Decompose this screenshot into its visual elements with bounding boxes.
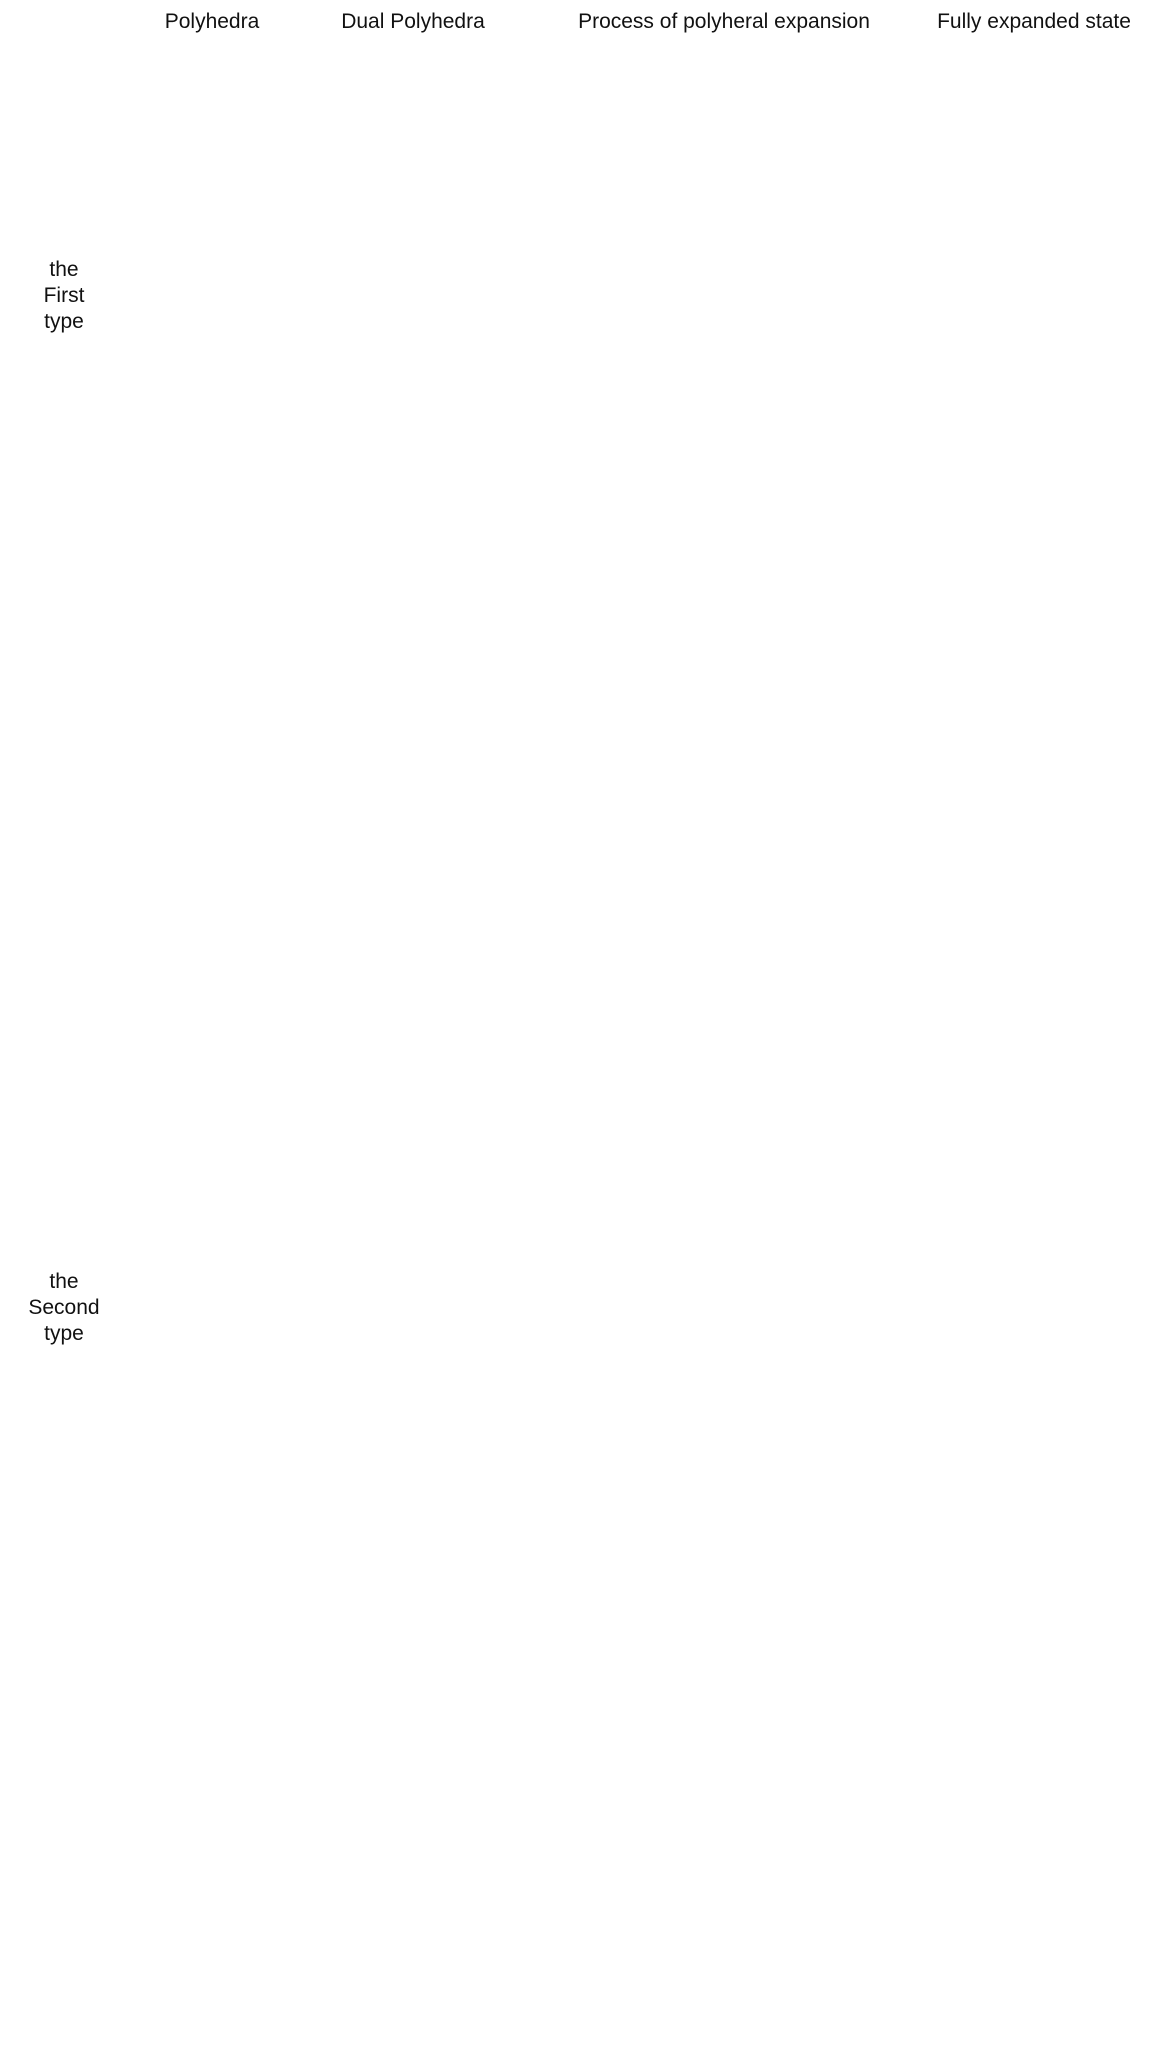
type-label-second-line: type [44,1322,84,1345]
header-dual-polyhedra: Dual Polyhedra [341,9,485,33]
header-polyhedra: Polyhedra [164,9,260,33]
type-label-first-line: the [49,258,79,281]
type-label-first-line: type [44,310,84,333]
type-label-second-line: the [49,1270,79,1293]
type-label-first-line: First [43,284,85,307]
header-expansion-process: Process of polyheral expansion [578,9,870,33]
type-label-first [0,43,128,549]
type-label-second [0,549,128,2067]
header-fully-expanded: Fully expanded state [937,9,1131,33]
type-label-second-line: Second [28,1296,100,1319]
